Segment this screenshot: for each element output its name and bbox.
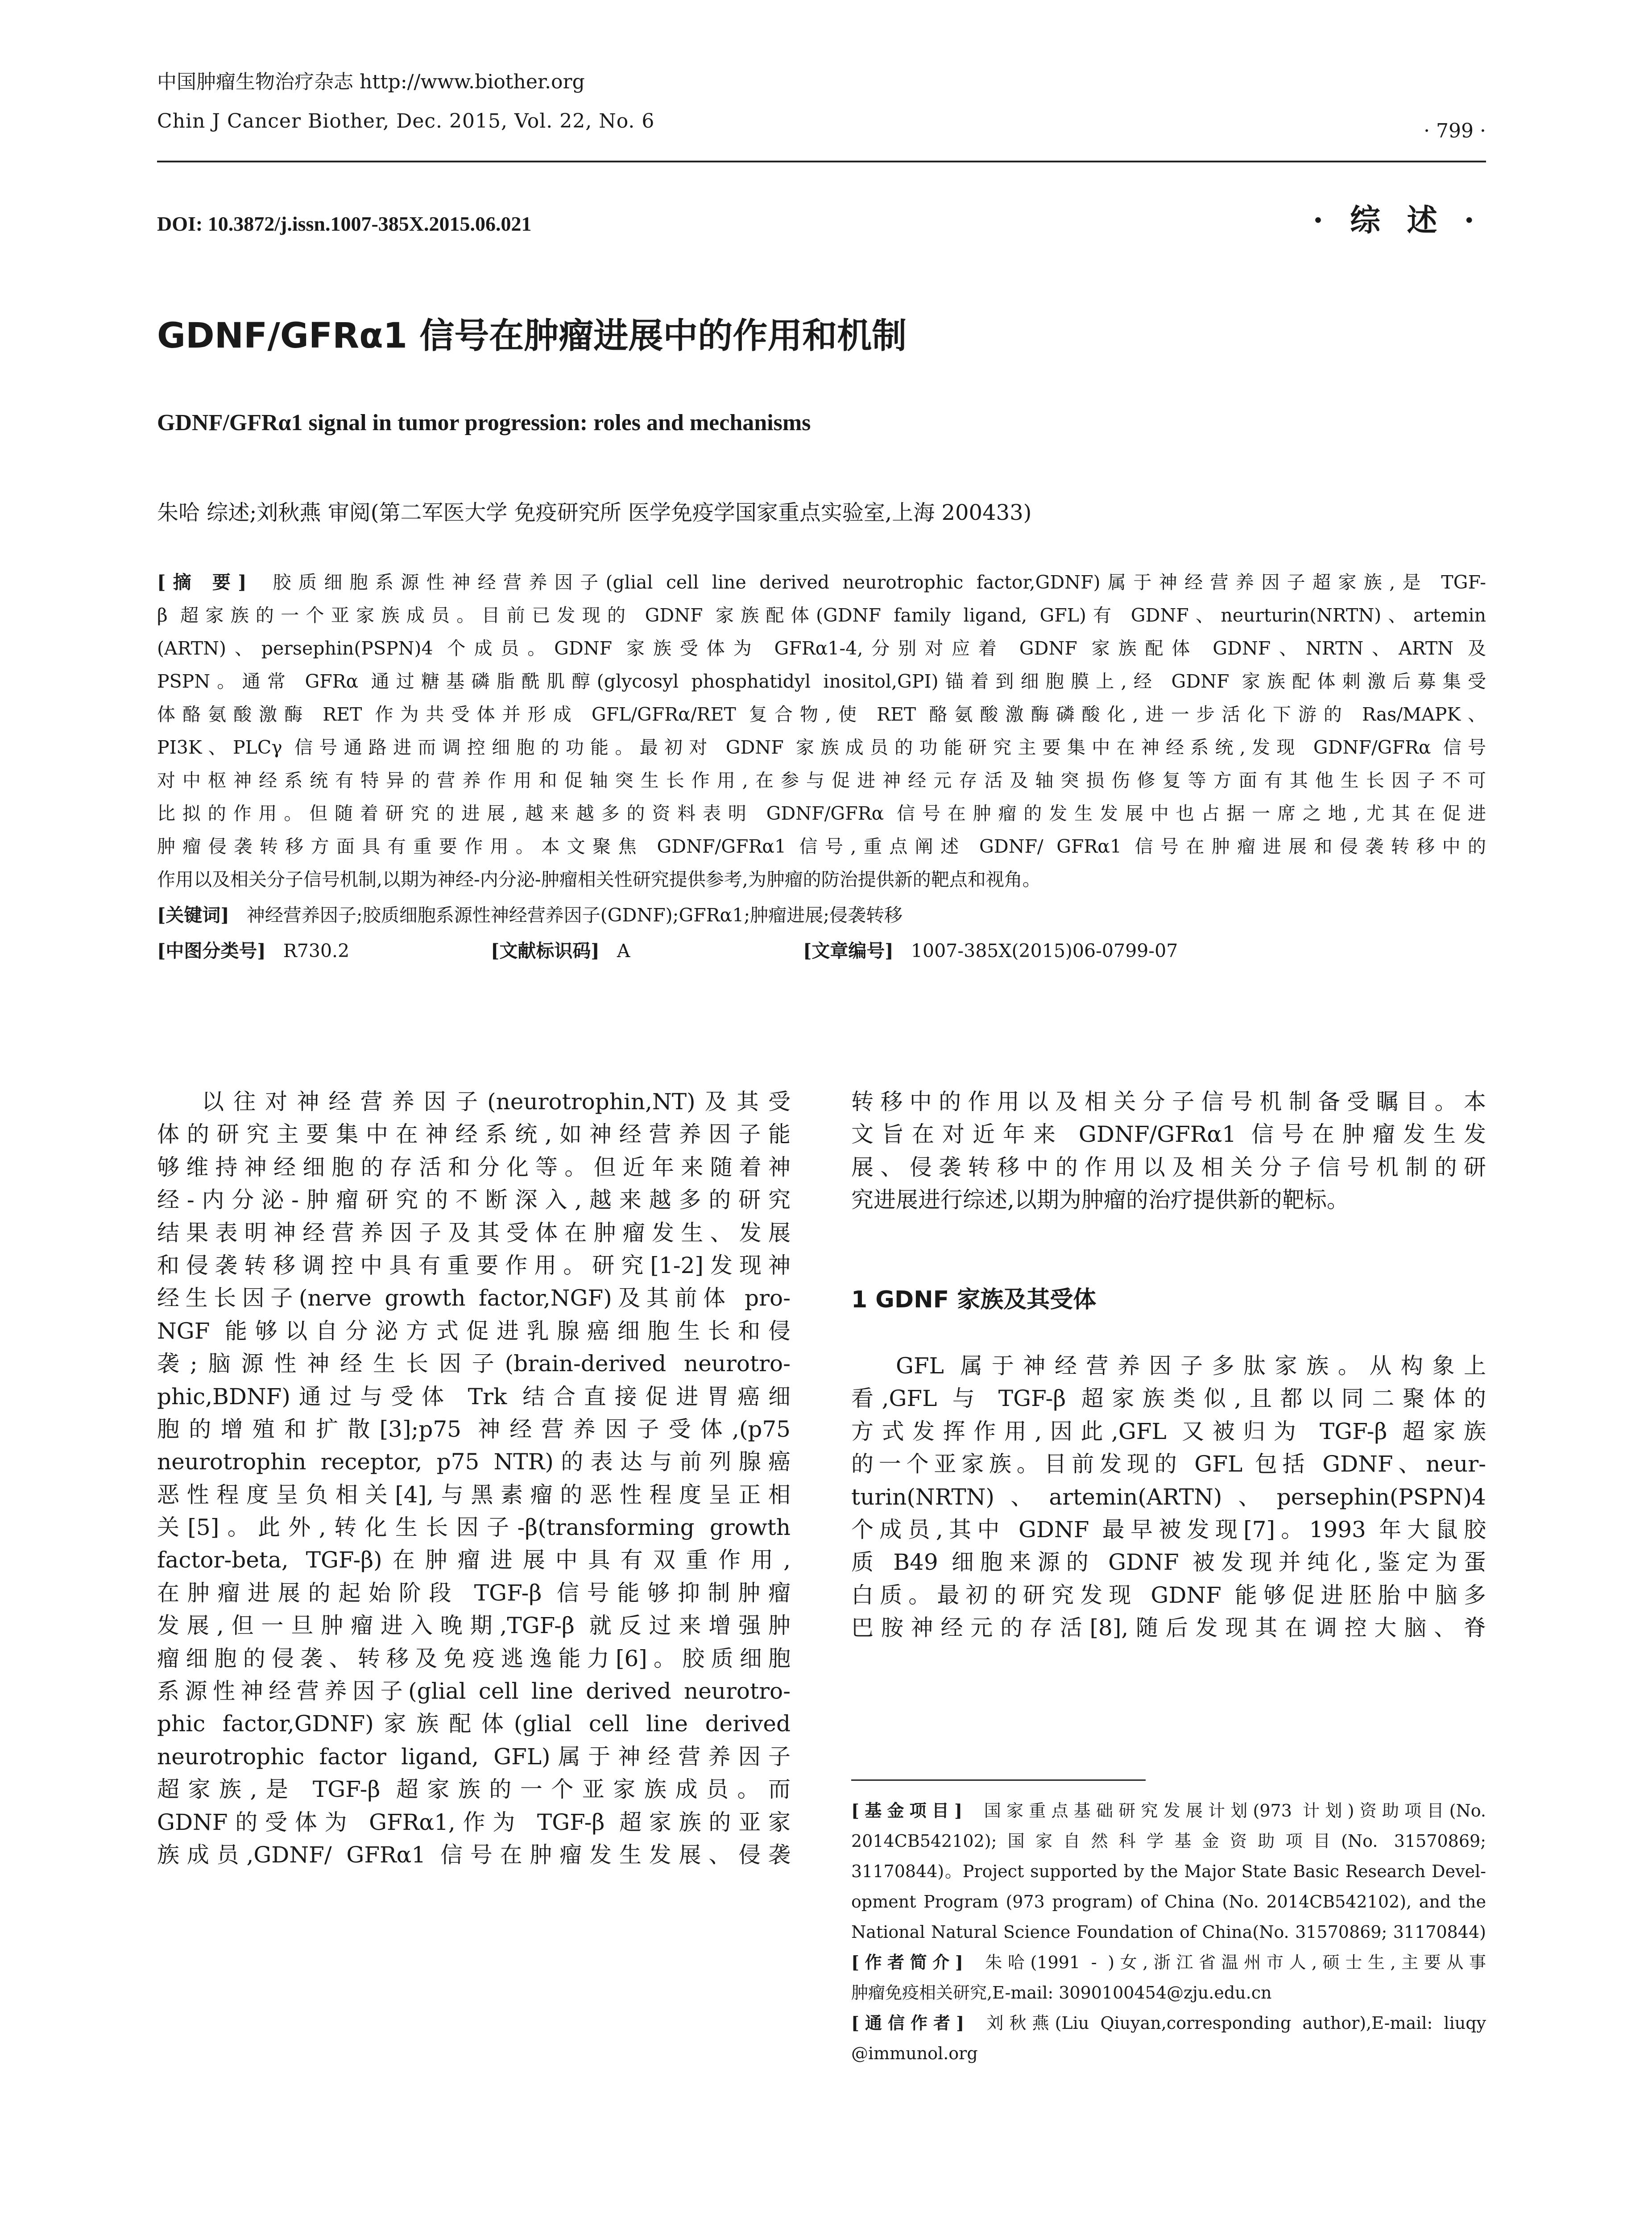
clc bbox=[157, 936, 349, 962]
body-line: 体的研究主要集中在神经系统,如神经营养因子能 bbox=[157, 1121, 791, 1148]
body-line: 巴胺神经元的存活[8],随后发现其在调控大脑、脊 bbox=[851, 1615, 1486, 1641]
body-line: 瘤细胞的侵袭、转移及免疫逃逸能力[6]。胶质细胞 bbox=[157, 1645, 791, 1671]
doc-code-label: [文献标识码] bbox=[491, 940, 600, 962]
abstract-line: 比拟的作用。但随着研究的进展,越来越多的资料表明 GDNF/GFRα 信号在肿瘤的发生发展中也占据一席之地,尤其在促进 bbox=[157, 803, 1486, 824]
title-en: GDNF/GFRα1 signal in tumor progression: roles and mechanisms bbox=[157, 410, 811, 435]
article-number-label: [文章编号] bbox=[803, 940, 894, 962]
right-column-section1 bbox=[851, 1350, 1486, 1645]
abstract bbox=[157, 566, 1486, 896]
abstract-line: PI3K、PLCγ 信号通路进而调控细胞的功能。最初对 GDNF 家族成员的功能研究主要集中在神经系统,发现 GDNF/GFRα 信号 bbox=[157, 737, 1486, 758]
doc-code-value: A bbox=[617, 940, 630, 962]
journal-cn-line: 中国肿瘤生物治疗杂志 http://www.biother.org bbox=[157, 70, 585, 93]
section-1-heading: 1 GDNF 家族及其受体 bbox=[851, 1286, 1097, 1313]
body-line: NGF 能够以自分泌方式促进乳腺癌细胞生长和侵 bbox=[157, 1318, 791, 1344]
body-line: 白质。最初的研究发现 GDNF 能够促进胚胎中脑多 bbox=[851, 1582, 1486, 1608]
keywords-label: [关键词] bbox=[157, 904, 229, 926]
body-line: 转移中的作用以及相关分子信号机制备受瞩目。本 bbox=[851, 1089, 1486, 1115]
body-line: 够维持神经细胞的存活和分化等。但近年来随着神 bbox=[157, 1154, 791, 1180]
body-line: 超家族,是 TGF-β 超家族的一个亚家族成员。而 bbox=[157, 1776, 791, 1803]
abstract-line bbox=[157, 566, 1486, 599]
fund-line: 31170844)。Project supported by the Major State Basic Research Devel- bbox=[851, 1862, 1486, 1881]
fund-line: National Natural Science Foundation of China(No. 31570869; 31170844) bbox=[851, 1922, 1486, 1942]
body-line: 究进展进行综述,以期为肿瘤的治疗提供新的靶标。 bbox=[851, 1187, 1349, 1213]
body-line: 族成员,GDNF/ GFRα1 信号在肿瘤发生发展、侵袭 bbox=[157, 1841, 791, 1868]
section-tag: · 综 述 · bbox=[1312, 203, 1482, 238]
body-line: 系源性神经营养因子(glial cell line derived neurotro- bbox=[157, 1678, 791, 1704]
fund-line: 2014CB542102);国家自然科学基金资助项目(No. 31570869; bbox=[851, 1831, 1486, 1851]
authors: 朱哈 综述;刘秋燕 审阅(第二军医大学 免疫研究所 医学免疫学国家重点实验室,上海 200433) bbox=[157, 500, 1032, 525]
abstract-line: (ARTN)、persephin(PSPN)4 个成员。GDNF 家族受体为 GFRα1-4,分别对应着 GDNF 家族配体 GDNF、NRTN、ARTN 及 bbox=[157, 638, 1486, 659]
body-line: factor-beta, TGF-β)在肿瘤进展中具有双重作用, bbox=[157, 1547, 791, 1573]
body-line: 展、侵袭转移中的作用以及相关分子信号机制的研 bbox=[851, 1154, 1486, 1180]
abstract-line: 作用以及相关分子信号机制,以期为神经-内分泌-肿瘤相关性研究提供参考,为肿瘤的防治提供新的靶点和视角。 bbox=[157, 869, 1041, 890]
body-line: 恶性程度呈负相关[4],与黑素瘤的恶性程度呈正相 bbox=[157, 1481, 791, 1508]
body-line: 发展,但一旦肿瘤进入晚期,TGF-β 就反过来增强肿 bbox=[157, 1613, 791, 1639]
fund-line: opment Program (973 program) of China (No. 2014CB542102), and the bbox=[851, 1892, 1486, 1912]
body-line: 质 B49 细胞来源的 GDNF 被发现并纯化,鉴定为蛋 bbox=[851, 1549, 1486, 1576]
clc-label: [中图分类号] bbox=[157, 940, 266, 962]
body-line: 关[5]。此外,转化生长因子-β(transforming growth bbox=[157, 1514, 791, 1541]
body-line: 袭;脑源性神经生长因子(brain-derived neurotro- bbox=[157, 1351, 791, 1377]
title-cn: GDNF/GFRα1 信号在肿瘤进展中的作用和机制 bbox=[157, 316, 907, 356]
body-line: 看,GFL 与 TGF-β 超家族类似,且都以同二聚体的 bbox=[851, 1385, 1486, 1412]
body-line: 经-内分泌-肿瘤研究的不断深入,越来越多的研究 bbox=[157, 1187, 791, 1213]
body-line: 文旨在对近年来 GDNF/GFRα1 信号在肿瘤发生发 bbox=[851, 1121, 1486, 1148]
body-line: 的一个亚家族。目前发现的 GFL 包括 GDNF、neur- bbox=[851, 1451, 1486, 1477]
fund-line bbox=[851, 1796, 1486, 1826]
abstract-line: 对中枢神经系统有特异的营养作用和促轴突生长作用,在参与促进神经元存活及轴突损伤修复等方面有其他生长因子不可 bbox=[157, 770, 1486, 791]
body-line: 方式发挥作用,因此,GFL 又被归为 TGF-β 超家族 bbox=[851, 1418, 1486, 1444]
article-number-value: 1007-385X(2015)06-0799-07 bbox=[911, 940, 1178, 962]
keywords bbox=[157, 900, 903, 927]
body-line: 经生长因子(nerve growth factor,NGF)及其前体 pro- bbox=[157, 1285, 791, 1311]
doc-code bbox=[491, 936, 630, 962]
abstract-label: [摘 要] bbox=[157, 572, 247, 593]
author-line: 肿瘤免疫相关研究,E-mail: 3090100454@zju.edu.cn bbox=[851, 1983, 1272, 2003]
body-line: 胞的增殖和扩散[3];p75 神经营养因子受体,(p75 bbox=[157, 1416, 791, 1442]
body-line: neurotrophic factor ligand, GFL)属于神经营养因子 bbox=[157, 1743, 791, 1770]
page-number: · 799 · bbox=[1424, 120, 1486, 142]
body-line: 以往对神经营养因子(neurotrophin,NT)及其受 bbox=[202, 1089, 791, 1115]
body-line: GFL 属于神经营养因子多肽家族。从构象上 bbox=[896, 1353, 1486, 1379]
right-column-top bbox=[851, 1086, 1486, 1217]
abstract-text: 胶质细胞系源性神经营养因子(glial cell line derived neurotrophic factor,GDNF)属于神经营养因子超家族,是 TGF- bbox=[273, 572, 1486, 593]
abstract-line: 肿瘤侵袭转移方面具有重要作用。本文聚焦 GDNF/GFRα1 信号,重点阐述 GDNF/ GFRα1 信号在肿瘤进展和侵袭转移中的 bbox=[157, 836, 1486, 857]
footnotes bbox=[851, 1796, 1486, 2069]
fund-text: 国家重点基础研究发展计划(973 计划)资助项目(No. bbox=[984, 1801, 1486, 1820]
body-line: neurotrophin receptor, p75 NTR)的表达与前列腺癌 bbox=[157, 1449, 791, 1475]
abstract-line: β 超家族的一个亚家族成员。目前已发现的 GDNF 家族配体(GDNF family ligand, GFL)有 GDNF、neurturin(NRTN)、artemin bbox=[157, 605, 1486, 626]
abstract-line: 体酪氨酸激酶 RET 作为共受体并形成 GFL/GFRα/RET 复合物,使 RET 酪氨酸激酶磷酸化,进一步活化下游的 Ras/MAPK、 bbox=[157, 704, 1486, 725]
header-rule bbox=[157, 161, 1486, 162]
body-line: phic factor,GDNF)家族配体(glial cell line derived bbox=[157, 1711, 791, 1737]
left-column bbox=[157, 1086, 791, 1871]
article-number bbox=[803, 936, 1178, 962]
body-line: turin(NRTN)、artemin(ARTN)、persephin(PSPN)4 bbox=[851, 1484, 1486, 1510]
body-line: 结果表明神经营养因子及其受体在肿瘤发生、发展 bbox=[157, 1219, 791, 1246]
fund-label: [基金项目] bbox=[851, 1800, 963, 1820]
corr-text: 刘秋燕(Liu Qiuyan,corresponding author),E-mail: liuqy bbox=[986, 2013, 1486, 2033]
body-line: GDNF的受体为 GFRα1,作为 TGF-β 超家族的亚家 bbox=[157, 1809, 791, 1835]
keywords-text: 神经营养因子;胶质细胞系源性神经营养因子(GDNF);GFRα1;肿瘤进展;侵袭转移 bbox=[246, 904, 903, 926]
corr-line: @immunol.org bbox=[851, 2044, 978, 2063]
body-line: 个成员,其中 GDNF 最早被发现[7]。1993 年大鼠胶 bbox=[851, 1516, 1486, 1543]
clc-value: R730.2 bbox=[283, 940, 350, 962]
body-line: 和侵袭转移调控中具有重要作用。研究[1-2]发现神 bbox=[157, 1252, 791, 1278]
journal-en-line: Chin J Cancer Biother, Dec. 2015, Vol. 22, No. 6 bbox=[157, 110, 655, 133]
doi: DOI: 10.3872/j.issn.1007-385X.2015.06.021 bbox=[157, 212, 532, 235]
body-line: phic,BDNF)通过与受体 Trk 结合直接促进胃癌细 bbox=[157, 1383, 791, 1410]
body-line: 在肿瘤进展的起始阶段 TGF-β 信号能够抑制肿瘤 bbox=[157, 1580, 791, 1606]
footnote-rule bbox=[851, 1779, 1146, 1781]
abstract-line: PSPN。通常 GFRα 通过糖基磷脂酰肌醇(glycosyl phosphatidyl inositol,GPI)锚着到细胞膜上,经 GDNF 家族配体刺激后募集受 bbox=[157, 671, 1486, 692]
author-label: [作者简介] bbox=[851, 1952, 963, 1972]
author-text: 朱哈(1991 - )女,浙江省温州市人,硕士生,主要从事 bbox=[985, 1953, 1486, 1972]
corr-label: [通信作者] bbox=[851, 2013, 965, 2033]
author-line bbox=[851, 1947, 1486, 1978]
corr-line bbox=[851, 2008, 1486, 2038]
